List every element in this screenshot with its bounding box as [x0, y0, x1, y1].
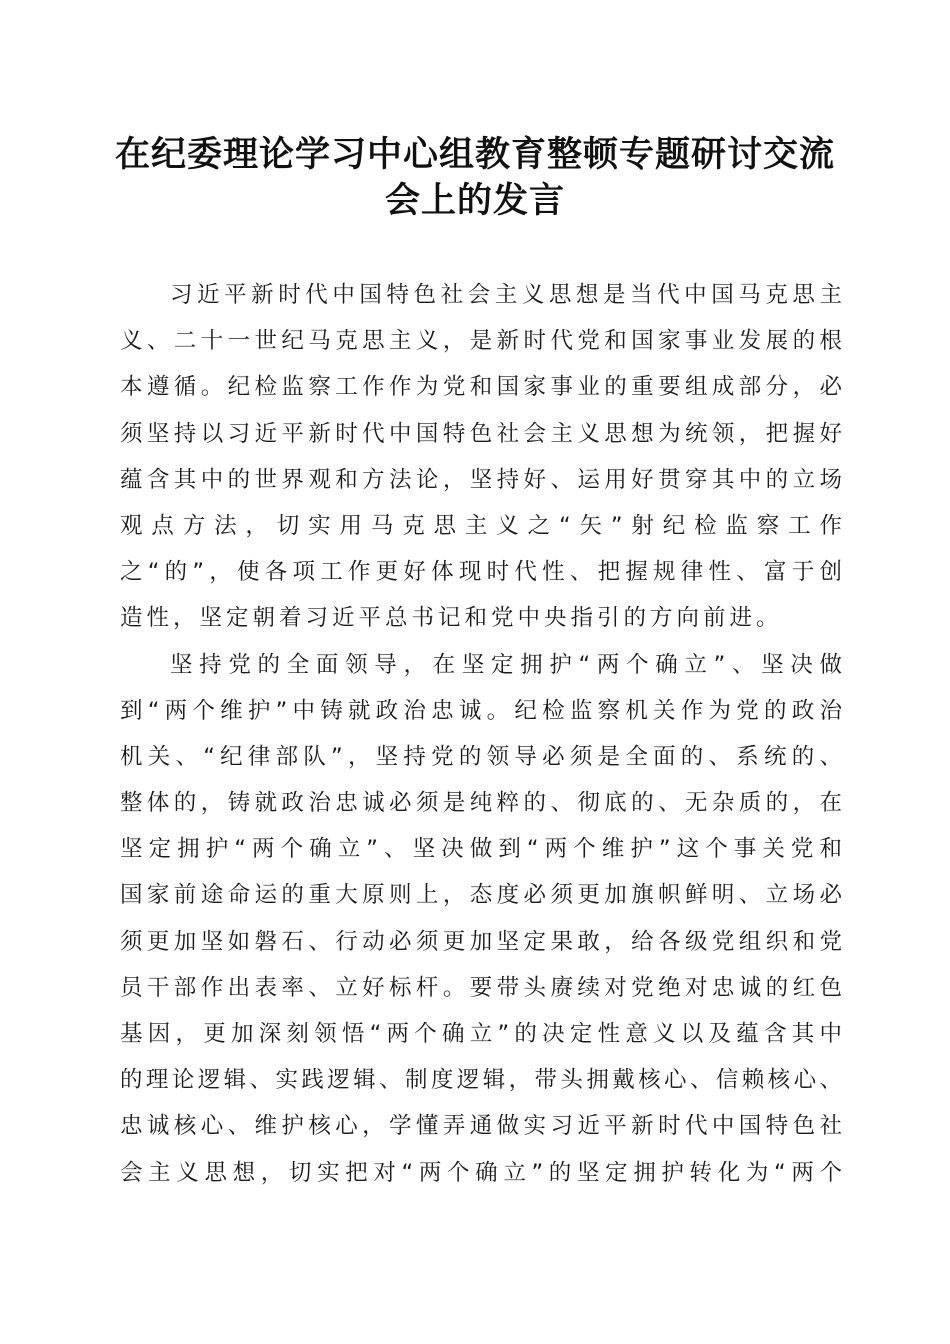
- text-line: 整体的，铸就政治忠诚必须是纯粹的、彻底的、无杂质的，在: [120, 790, 842, 817]
- text-line: 忠诚核心、维护核心，学懂弄通做实习近平新时代中国特色社: [120, 1113, 842, 1140]
- text-line: 须坚持以习近平新时代中国特色社会主义思想为统领，把握好: [120, 420, 842, 447]
- paragraph-2: [120, 642, 842, 1196]
- title-line-2: 会上的发言: [384, 180, 565, 221]
- paragraph-1: [120, 272, 842, 642]
- text-line: 义、二十一世纪马克思主义，是新时代党和国家事业发展的根: [120, 328, 842, 355]
- text-line: 的理论逻辑、实践逻辑、制度逻辑，带头拥戴核心、信赖核心、: [120, 1067, 842, 1094]
- text-line: 国家前途命运的重大原则上，态度必须更加旗帜鲜明、立场必: [120, 882, 842, 909]
- text-line: 机关、“纪律部队”，坚持党的领导必须是全面的、系统的、: [120, 743, 842, 770]
- text-line: 造性，坚定朝着习近平总书记和党中央指引的方向前进。: [120, 605, 783, 632]
- text-line: 基因，更加深刻领悟“两个确立”的决定性意义以及蕴含其中: [120, 1021, 842, 1047]
- text-line: 员干部作出表率、立好标杆。要带头赓续对党绝对忠诚的红色: [120, 974, 842, 1001]
- text-line: 之“的”，使各项工作更好体现时代性、把握规律性、富于创: [120, 559, 842, 586]
- text-line: 须更加坚如磐石、行动必须更加坚定果敢，给各级党组织和党: [120, 928, 842, 955]
- text-line: 习近平新时代中国特色社会主义思想是当代中国马克思主: [170, 282, 842, 308]
- text-line: 到“两个维护”中铸就政治忠诚。纪检监察机关作为党的政治: [120, 697, 842, 724]
- text-line: 本遵循。纪检监察工作作为党和国家事业的重要组成部分，必: [120, 374, 842, 401]
- text-line: 会主义思想，切实把对“两个确立”的坚定拥护转化为“两个: [120, 1159, 842, 1186]
- text-line: 蕴含其中的世界观和方法论，坚持好、运用好贯穿其中的立场: [120, 466, 842, 493]
- text-line: 观点方法，切实用马克思主义之“矢”射纪检监察工作: [120, 512, 842, 539]
- document-title: [100, 132, 850, 224]
- title-line-1: 在纪委理论学习中心组教育整顿专题研讨交流: [114, 134, 835, 175]
- text-line: 坚持党的全面领导，在坚定拥护“两个确立”、坚决做: [170, 651, 842, 678]
- text-line: 坚定拥护“两个确立”、坚决做到“两个维护”这个事关党和: [120, 836, 842, 863]
- document-body: [120, 272, 842, 1196]
